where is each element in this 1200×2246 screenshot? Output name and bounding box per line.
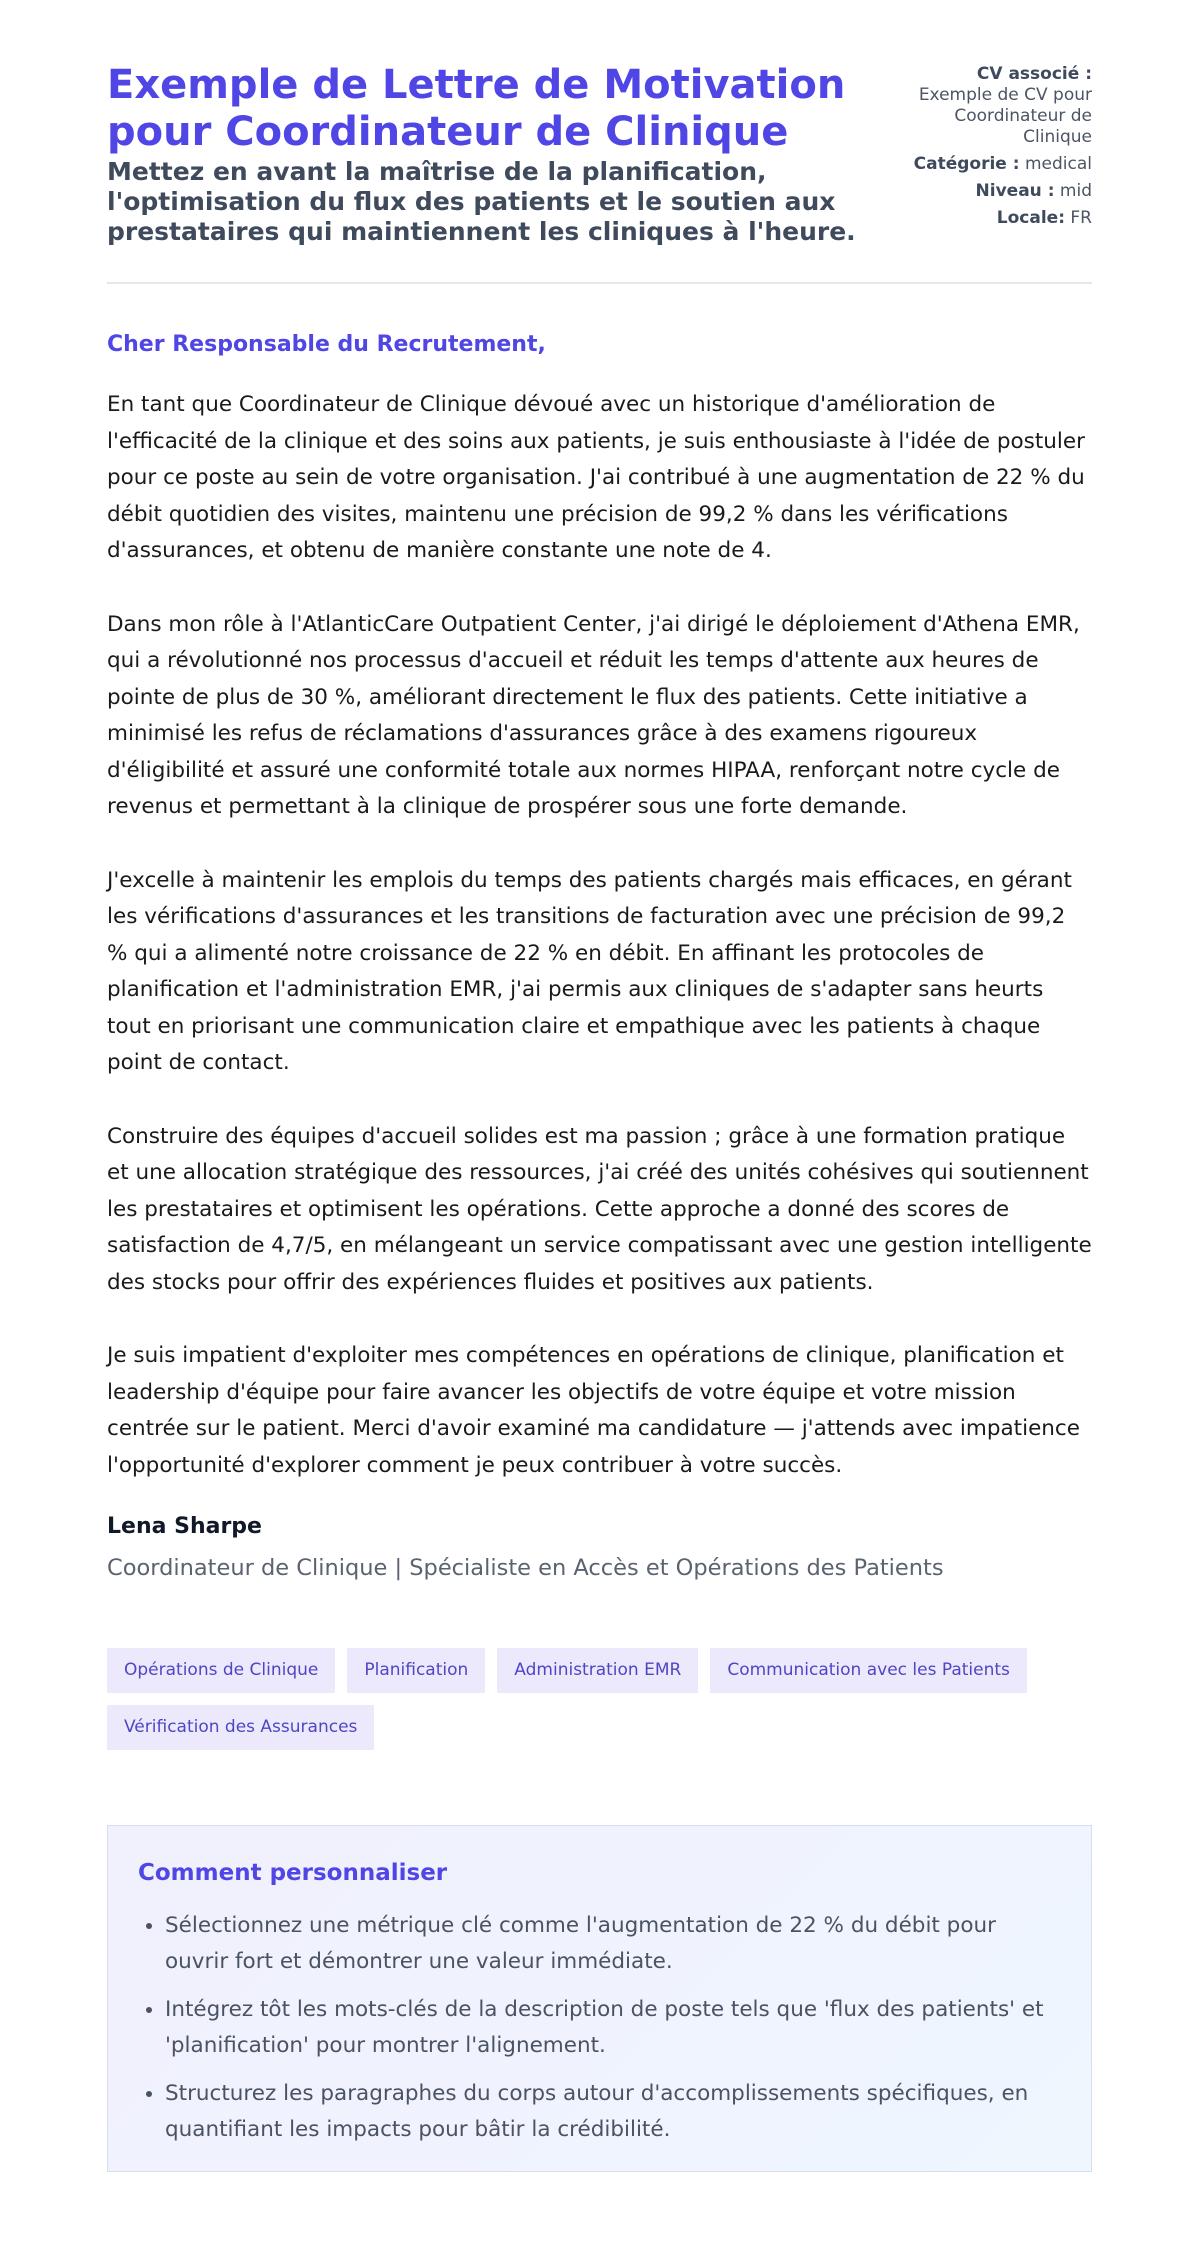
letter-paragraph: J'excelle à maintenir les emplois du temps des patients chargés mais efficaces, en gérant les vérifications d'assurances et les transitions de facturation avec une précision de 99,2 % qui a alimenté notre croissance de 22 % en débit. En affinant les protocoles de planification et l'administration EMR, j'ai permis aux cliniques de s'adapter sans heurts tout en priorisant une communication claire et empathique avec les patients à chaque point de contact. (107, 867, 1072, 1075)
page-subtitle: Mettez en avant la maîtrise de la planification, l'optimisation du flux des patients et le soutien aux prestataires qui maintiennent les cliniques à l'heure. (107, 157, 856, 246)
meta-level (892, 181, 1092, 202)
letter-paragraph: Dans mon rôle à l'AtlanticCare Outpatient Center, j'ai dirigé le déploiement d'Athena EMR, qui a révolutionné nos processus d'accueil et réduit les temps d'attente aux heures de pointe de plus de 30 %, améliorant directement le flux des patients. Cette initiative a minimisé les refus de réclamations d'assurances grâce à des examens rigoureux d'éligibilité et assuré une conformité totale aux normes HIPAA, renforçant notre cycle de revenus et permettant à la clinique de prospérer sous une forte demande. (107, 611, 1080, 819)
tip-item: • Sélectionnez une métrique clé comme l'augmentation de 22 % du débit pour ouvrir fort et démontrer une valeur immédiate. (165, 1908, 1061, 1980)
tips-list (138, 1908, 1061, 2148)
letter-paragraph: Construire des équipes d'accueil solides est ma passion ; grâce à une formation pratique et une allocation stratégique des ressources, j'ai créé des unités cohésives qui soutiennent les prestataires et optimisent les opérations. Cette approche a donné des scores de satisfaction de 4,7/5, en mélangeant un service compatissant avec une gestion intelligente des stocks pour offrir des expériences fluides et positives aux patients. (107, 1123, 1092, 1295)
tip-item: • Structurez les paragraphes du corps autour d'accomplissements spécifiques, en quantifiant les impacts pour bâtir la crédibilité. (165, 2076, 1061, 2148)
meta-panel (892, 64, 1092, 235)
signature-role: Coordinateur de Clinique | Spécialiste en Accès et Opérations des Patients (107, 1555, 944, 1581)
meta-category-label: Catégorie : (913, 154, 1020, 174)
skill-tag: Planification (347, 1648, 485, 1693)
skill-tag: Vérification des Assurances (107, 1705, 374, 1750)
letter-paragraph: Je suis impatient d'exploiter mes compétences en opérations de clinique, planification et leadership d'équipe pour faire avancer les objectifs de votre équipe et votre mission centrée sur le patient. Merci d'avoir examiné ma candidature — j'attends avec impatience l'opportunité d'explorer comment je peux contribuer à votre succès. (107, 1343, 1080, 1478)
letter-greeting: Cher Responsable du Recrutement, (107, 332, 546, 357)
skill-tags (107, 1648, 1092, 1750)
meta-locale-label: Locale: (996, 208, 1065, 228)
meta-level-value: mid (1059, 181, 1092, 201)
meta-cv-label: CV associé : (976, 64, 1092, 84)
meta-category (892, 154, 1092, 175)
meta-cv-value[interactable]: Exemple de CV pour Coordinateur de Clinique (918, 85, 1092, 147)
skill-tag: Communication avec les Patients (710, 1648, 1027, 1693)
meta-category-value: medical (1024, 154, 1092, 174)
letter-paragraph: En tant que Coordinateur de Clinique dévoué avec un historique d'amélioration de l'efficacité de la clinique et des soins aux patients, je suis enthousiaste à l'idée de postuler pour ce poste au sein de votre organisation. J'ai contribué à une augmentation de 22 % du débit quotidien des visites, maintenu une précision de 99,2 % dans les vérifications d'assurances, et obtenu de manière constante une note de 4. (107, 392, 1085, 563)
signature-name: Lena Sharpe (107, 1514, 262, 1539)
tip-item: • Intégrez tôt les mots-clés de la description de poste tels que 'flux des patients' et 'planification' pour montrer l'alignement. (165, 1992, 1061, 2064)
page-header (107, 0, 1092, 284)
meta-cv (892, 64, 1092, 148)
page-title: Exemple de Lettre de Motivation pour Coordinateur de Clinique (107, 62, 846, 155)
letter-body (107, 387, 1092, 1521)
meta-locale (892, 208, 1092, 229)
skill-tag: Opérations de Clinique (107, 1648, 335, 1693)
meta-locale-value: FR (1070, 208, 1092, 228)
cover-letter-page (107, 0, 1092, 2142)
tips-title: Comment personnaliser (138, 1860, 448, 1886)
customization-tips (107, 1825, 1092, 2172)
skill-tag: Administration EMR (497, 1648, 698, 1693)
meta-level-label: Niveau : (975, 181, 1055, 201)
